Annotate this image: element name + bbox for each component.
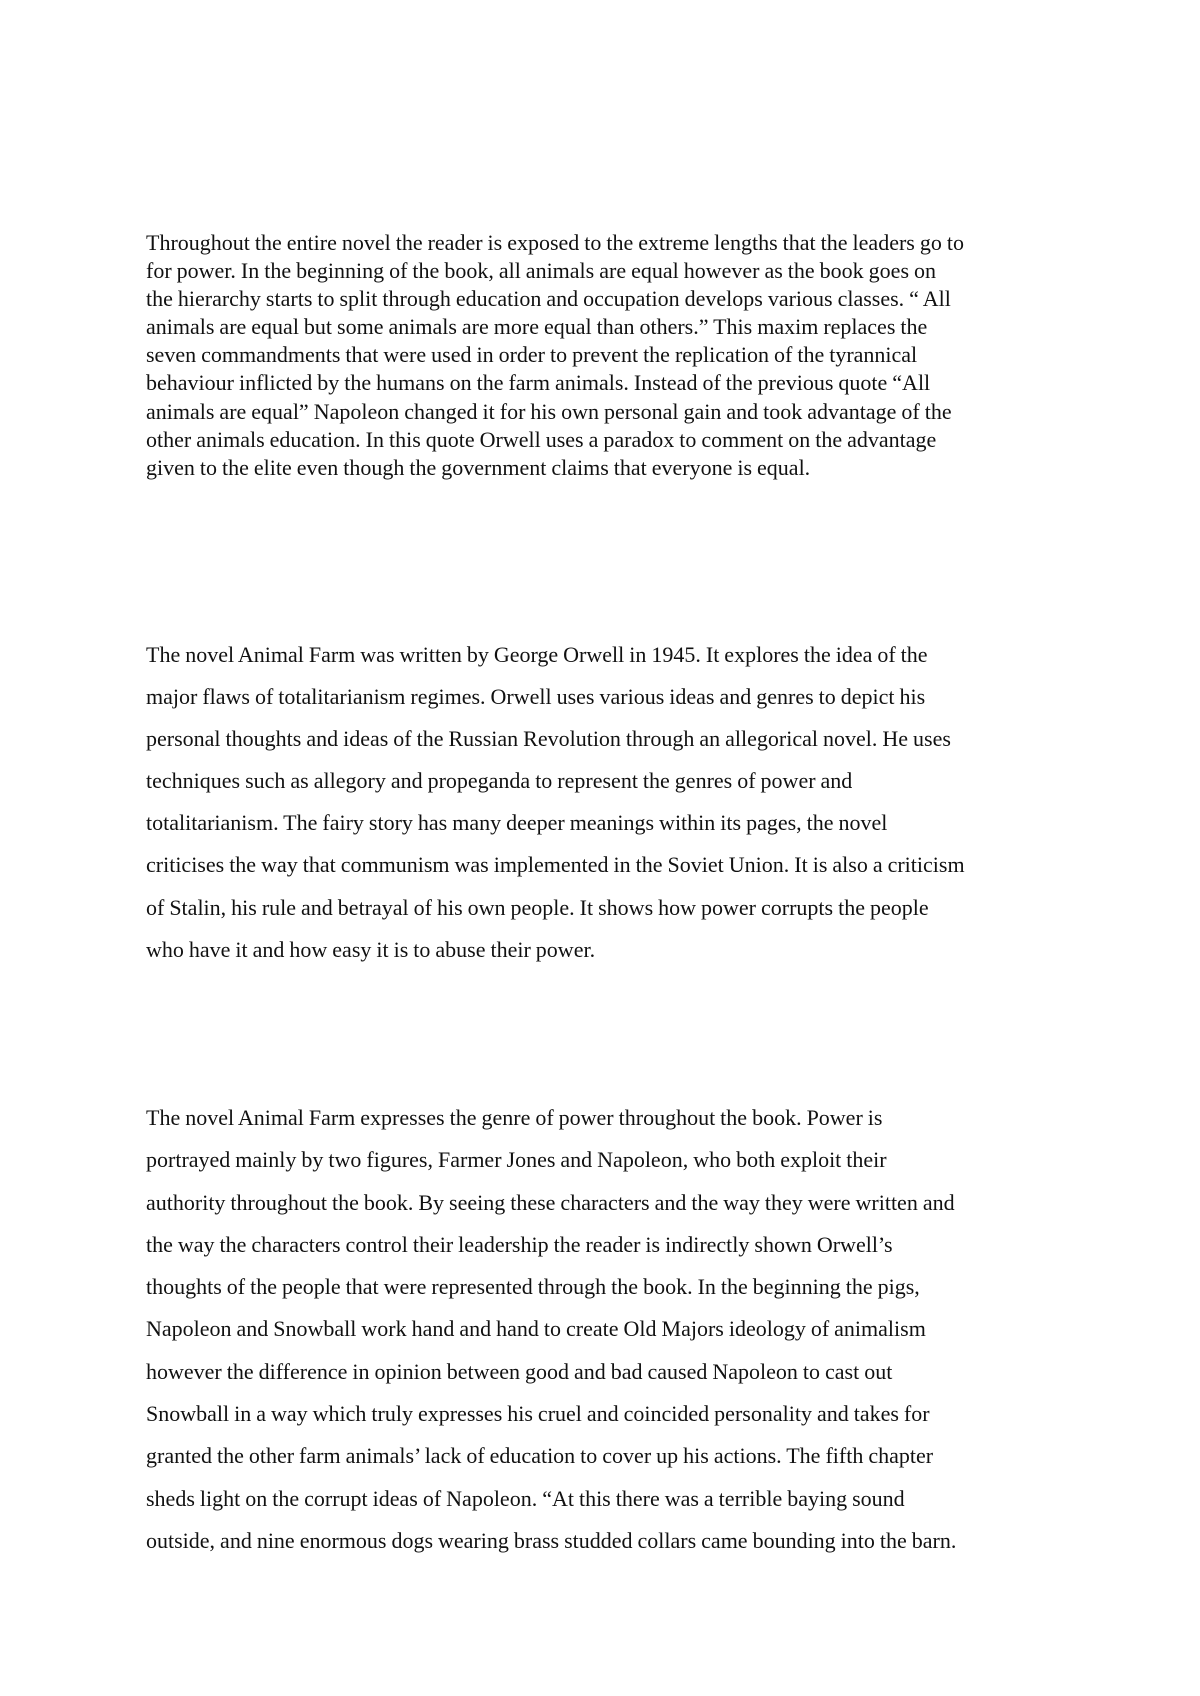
paragraph-line: Napoleon and Snowball work hand and hand to create Old Majors ideology of animalism	[146, 1316, 926, 1342]
paragraph-line: granted the other farm animals’ lack of education to cover up his actions. The fifth chapter	[146, 1443, 934, 1469]
paragraph-line: seven commandments that were used in order to prevent the replication of the tyrannical	[146, 342, 918, 368]
paragraph-line: sheds light on the corrupt ideas of Napoleon. “At this there was a terrible baying sound	[146, 1485, 905, 1511]
paragraph-line: the hierarchy starts to split through education and occupation develops various classes. “ All	[146, 286, 951, 312]
paragraph-line: other animals education. In this quote Orwell uses a paradox to comment on the advantage	[146, 426, 937, 452]
paragraph-line: for power. In the beginning of the book, all animals are equal however as the book goes on	[146, 258, 936, 284]
paragraph-line: authority throughout the book. By seeing these characters and the way they were written and	[146, 1189, 955, 1215]
paragraph-line: however the difference in opinion between good and bad caused Napoleon to cast out	[146, 1358, 893, 1384]
paragraph-line: behaviour inflicted by the humans on the farm animals. Instead of the previous quote “All	[146, 370, 931, 396]
paragraph-line: thoughts of the people that were represented through the book. In the beginning the pigs,	[146, 1274, 920, 1300]
paragraph-line: The novel Animal Farm expresses the genre of power throughout the book. Power is	[146, 1105, 883, 1130]
paragraph-3	[146, 1097, 1066, 1562]
paragraph-line: personal thoughts and ideas of the Russian Revolution through an allegorical novel. He uses	[146, 726, 951, 752]
paragraph-line: criticises the way that communism was implemented in the Soviet Union. It is also a criticism	[146, 852, 965, 878]
paragraph-line: Throughout the entire novel the reader is exposed to the extreme lengths that the leaders go to	[146, 230, 964, 255]
paragraph-line: techniques such as allegory and propeganda to represent the genres of power and	[146, 768, 853, 794]
paragraph-line: who have it and how easy it is to abuse their power.	[146, 936, 596, 962]
paragraph-line: outside, and nine enormous dogs wearing brass studded collars came bounding into the barn.	[146, 1527, 957, 1553]
paragraph-line: animals are equal but some animals are more equal than others.” This maxim replaces the	[146, 314, 928, 340]
paragraph-line: the way the characters control their leadership the reader is indirectly shown Orwell’s	[146, 1231, 893, 1257]
paragraph-line: The novel Animal Farm was written by George Orwell in 1945. It explores the idea of the	[146, 642, 928, 667]
paragraph-2	[146, 634, 1066, 971]
paragraph-1	[146, 229, 1066, 482]
paragraph-line: major flaws of totalitarianism regimes. Orwell uses various ideas and genres to depict his	[146, 684, 926, 710]
paragraph-line: animals are equal” Napoleon changed it for his own personal gain and took advantage of the	[146, 398, 952, 424]
paragraph-line: totalitarianism. The fairy story has many deeper meanings within its pages, the novel	[146, 810, 888, 836]
paragraph-line: of Stalin, his rule and betrayal of his own people. It shows how power corrupts the people	[146, 894, 929, 920]
paragraph-line: Snowball in a way which truly expresses his cruel and coincided personality and takes for	[146, 1401, 930, 1427]
paragraph-line: portrayed mainly by two figures, Farmer Jones and Napoleon, who both exploit their	[146, 1147, 887, 1173]
paragraph-line: given to the elite even though the government claims that everyone is equal.	[146, 454, 811, 480]
